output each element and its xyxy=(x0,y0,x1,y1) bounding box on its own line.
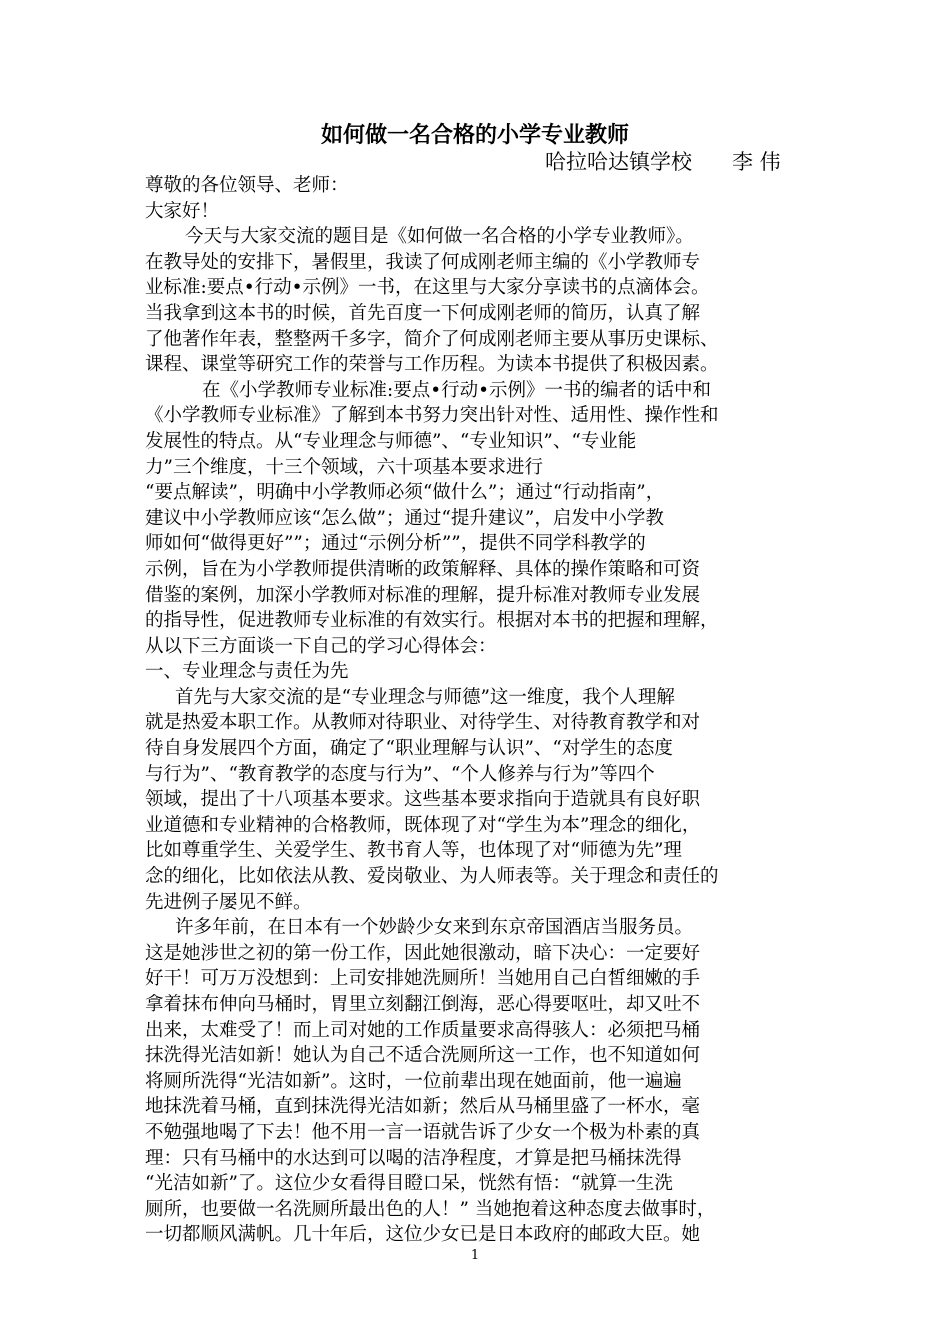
document-title: 如何做一名合格的小学专业教师 xyxy=(320,123,629,148)
paragraph-line: 发展性的特点。从“专业理念与师德”、“专业知识”、“专业能 xyxy=(145,430,637,452)
paragraph-line: 课程、课堂等研究工作的荣誉与工作历程。为读本书提供了积极因素。 xyxy=(145,354,719,376)
paragraph-line: 许多年前，在日本有一个妙龄少女来到东京帝国酒店当服务员。 xyxy=(175,917,694,939)
paragraph-line: 比如尊重学生、关爱学生、教书育人等，也体现了对“师德为先”理 xyxy=(145,840,682,862)
paragraph-line: 《小学教师专业标准》了解到本书努力突出针对性、适用性、操作性和 xyxy=(145,405,719,427)
paragraph-line: 就是热爱本职工作。从教师对待职业、对待学生、对待教育教学和对 xyxy=(145,712,701,734)
paragraph-line: 厕所，也要做一名洗厕所最出色的人！” 当她抱着这种态度去做事时， xyxy=(145,1198,716,1220)
section-heading: 一、专业理念与责任为先 xyxy=(145,661,349,683)
greeting: 大家好！ xyxy=(145,200,220,222)
paragraph-line: 这是她涉世之初的第一份工作，因此她很激动，暗下决心：一定要好 xyxy=(145,942,701,964)
paragraph-line: 理：只有马桶中的水达到可以喝的洁净程度，才算是把马桶抹洗得 xyxy=(145,1147,682,1169)
document-body xyxy=(145,173,815,1248)
page-number: 1 xyxy=(470,1248,480,1263)
paragraph-line: 好干！可万万没想到：上司安排她洗厕所！当她用自己白皙细嫩的手 xyxy=(145,968,701,990)
paragraph-line: 力”三个维度，十三个领域，六十项基本要求进行 xyxy=(145,456,543,478)
paragraph-line: 首先与大家交流的是“专业理念与师德”这一维度，我个人理解 xyxy=(175,686,675,708)
paragraph-line: 不勉强地喝了下去！他不用一言一语就告诉了少女一个极为朴素的真 xyxy=(145,1121,701,1143)
paragraph-line: “光洁如新”了。这位少女看得目瞪口呆，恍然有悟：“就算一生洗 xyxy=(145,1173,673,1195)
paragraph-line: 在《小学教师专业标准:要点•行动•示例》一书的编者的话中和 xyxy=(202,379,712,401)
author-school: 哈拉哈达镇学校 xyxy=(545,150,692,174)
paragraph-line: 在教导处的安排下，暑假里，我读了何成刚老师主编的《小学教师专 xyxy=(145,251,701,273)
paragraph-line: 与行为”、“教育教学的态度与行为”、“个人修养与行为”等四个 xyxy=(145,763,655,785)
author-line xyxy=(545,148,781,176)
paragraph-line: 业道德和专业精神的合格教师，既体现了对“学生为本”理念的细化， xyxy=(145,814,701,836)
paragraph-line: 了他著作年表，整整两千多字，简介了何成刚老师主要从事历史课标、 xyxy=(145,328,719,350)
paragraph-line: 从以下三方面谈一下自己的学习心得体会： xyxy=(145,635,497,657)
paragraph-line: 师如何“做得更好””；通过“示例分析””，提供不同学科教学的 xyxy=(145,533,646,555)
paragraph-line: “要点解读”，明确中小学教师必须“做什么”；通过“行动指南”， xyxy=(145,482,665,504)
paragraph-line: 业标准:要点•行动•示例》一书，在这里与大家分享读书的点滴体会。 xyxy=(145,277,710,299)
paragraph-line: 拿着抹布伸向马桶时，胃里立刻翻江倒海，恶心得要呕吐，却又吐不 xyxy=(145,994,701,1015)
paragraph-line: 出来，太难受了！而上司对她的工作质量要求高得骇人：必须把马桶 xyxy=(145,1019,701,1041)
paragraph-line: 将厕所洗得“光洁如新”。这时，一位前辈出现在她面前，他一遍遍 xyxy=(145,1070,682,1092)
salutation: 尊敬的各位领导、老师： xyxy=(145,175,349,196)
paragraph-line: 待自身发展四个方面，确定了“职业理解与认识”、“对学生的态度 xyxy=(145,738,673,760)
paragraph-line: 示例，旨在为小学教师提供清晰的政策解释、具体的操作策略和可资 xyxy=(145,558,701,580)
paragraph-line: 一切都顺风满帆。几十年后，这位少女已是日本政府的邮政大臣。她 xyxy=(145,1224,701,1246)
paragraph-line: 的指导性，促进教师专业标准的有效实行。根据对本书的把握和理解， xyxy=(145,610,719,632)
paragraph-line: 先进例子屡见不鲜。 xyxy=(145,891,312,913)
paragraph-line: 当我拿到这本书的时候，首先百度一下何成刚老师的简历，认真了解 xyxy=(145,302,701,324)
paragraph-line: 借鉴的案例，加深小学教师对标准的理解，提升标准对教师专业发展 xyxy=(145,584,701,606)
paragraph-line: 地抹洗着马桶，直到抹洗得光洁如新；然后从马桶里盛了一杯水，毫 xyxy=(145,1096,701,1118)
paragraph-line: 念的细化，比如依法从教、爱岗敬业、为人师表等。关于理念和责任的 xyxy=(145,866,719,888)
paragraph-line: 抹洗得光洁如新！她认为自己不适合洗厕所这一工作，也不知道如何 xyxy=(145,1045,701,1067)
paragraph-line: 今天与大家交流的题目是《如何做一名合格的小学专业教师》。 xyxy=(185,226,694,248)
paragraph-line: 领域，提出了十八项基本要求。这些基本要求指向于造就具有良好职 xyxy=(145,789,701,811)
paragraph-line: 建议中小学教师应该“怎么做”；通过“提升建议”，启发中小学教 xyxy=(145,507,664,529)
author-name: 李 伟 xyxy=(732,150,781,174)
